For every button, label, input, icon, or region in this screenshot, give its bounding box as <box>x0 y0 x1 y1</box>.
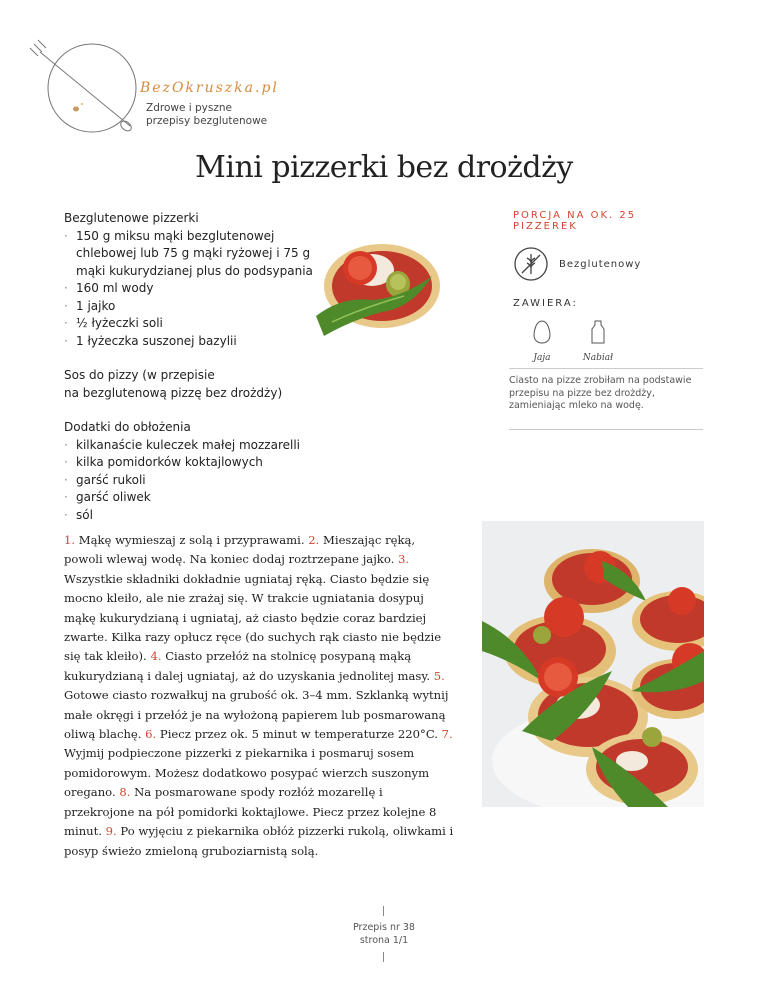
list-item: · 150 g miksu mąki bezglutenowej chlebowej lub 75 g mąki ryżowej i 75 g mąki kukurydzianej plus do podsypania <box>64 228 321 281</box>
step-number: 1. <box>64 533 76 547</box>
milk-bottle-icon <box>588 319 608 345</box>
brand-name: BezOkruszka.pl <box>140 80 279 96</box>
allergen-dairy: Nabiał <box>581 319 615 363</box>
note-text: Ciasto na pizze zrobiłam na podstawie przepisu na pizze bez drożdży, zamieniając mleko na wodę. <box>509 375 692 411</box>
step-text: Wszystkie składniki dokładnie ugniataj ręką. Ciasto będzie się mocno kleiło, ale nie zrażaj się. W trakcie ugniatania dosypuj mąkę kukurydzianą i ugniataj, aż ciasto będzie coraz bardziej zwarte. Kilka razy opłucz ręce (do suchych rąk ciasto nie będzie się tak kleiło). <box>64 571 442 664</box>
gluten-free-label: Bezglutenowy <box>559 258 642 270</box>
step-number: 9. <box>105 824 117 839</box>
allergen-eggs: Jaja <box>525 319 559 363</box>
contains-label: ZAWIERA: <box>513 298 578 309</box>
step-text: Ciasto przełóż na stolnicę posypaną mąką kukurydzianą i dalej ugniataj, aż do uzyskania jednolitej masy. <box>64 649 431 683</box>
footer <box>0 921 768 947</box>
step-text: Po wyjęciu z piekarnika obłóż pizzerki rukolą, oliwkami i posyp świeżo zmieloną gruboziarnistą solą. <box>64 824 454 858</box>
instructions <box>64 531 454 861</box>
list-item: · 1 łyżeczka suszonej bazylii <box>64 333 354 351</box>
egg-icon <box>532 319 552 345</box>
list-item: · 1 jajko <box>64 298 354 316</box>
portion-info: PORCJA NA OK. 25 PIZZEREK <box>513 210 637 232</box>
base-heading: Bezglutenowe pizzerki <box>64 211 199 225</box>
footer-divider-top <box>383 906 384 916</box>
list-item: · kilkanaście kuleczek małej mozzarelli <box>64 437 354 455</box>
step-text: Na posmarowane spody rozłóż mozarellę i przekrojone na pół pomidorki koktajlowe. Piecz przez kolejne 8 minut. <box>64 785 437 839</box>
tagline: Zdrowe i pyszne przepisy bezglutenowe <box>146 102 268 127</box>
note-box <box>509 368 703 430</box>
toppings-list <box>64 437 354 525</box>
step-text: Wyjmij podpieczone pizzerki z piekarnika i posmaruj sosem pomidorowym. Możesz dodatkowo posypać wierzch suszonym oregano. <box>64 746 430 800</box>
toppings-heading: Dodatki do obłożenia <box>64 420 191 434</box>
footer-divider-bottom <box>383 952 384 962</box>
sauce-heading: Sos do pizzy (w przepisie na bezglutenową pizzę bez drożdży) <box>64 368 283 400</box>
recipe-number: Przepis nr 38 <box>353 922 415 933</box>
list-item: · kilka pomidorków koktajlowych <box>64 454 354 472</box>
crumb-icon <box>73 107 79 112</box>
list-item: · garść rukoli <box>64 472 354 490</box>
step-number: 5. <box>433 668 445 683</box>
step-number: 7. <box>441 727 453 742</box>
logo <box>22 38 152 138</box>
pizza-image <box>312 236 442 348</box>
list-item: · ½ łyżeczki soli <box>64 315 354 333</box>
wheat-crossed-icon <box>513 246 549 282</box>
allergen-list <box>525 319 703 363</box>
page-number: strona 1/1 <box>359 935 409 946</box>
list-item: · garść oliwek <box>64 489 354 507</box>
step-number: 3. <box>397 552 410 567</box>
step-text: Piecz przez ok. 5 minut w temperaturze 220°C. <box>159 727 438 742</box>
ingredients <box>64 210 354 524</box>
list-item: · 160 ml wody <box>64 280 354 298</box>
step-number: 8. <box>119 785 131 800</box>
step-text: Gotowe ciasto rozwałkuj na grubość ok. 3–4 mm. Szklanką wytnij małe okręgi i przełóż je na wyłożoną papierem lub posmarowaną oliwą blachę. <box>64 688 449 742</box>
page-title: Mini pizzerki bez drożdży <box>195 150 573 185</box>
step-number: 6. <box>145 727 157 742</box>
step-number: 2. <box>308 533 320 547</box>
step-text: Mieszając ręką, powoli wlewaj wodę. Na koniec dodaj roztrzepane jajko. <box>64 533 416 567</box>
step-text: Mąkę wymieszaj z solą i przyprawami. <box>78 533 305 547</box>
pizza-photo <box>482 521 704 807</box>
side-panel <box>513 210 703 363</box>
list-item: · sól <box>64 507 354 525</box>
step-number: 4. <box>150 649 162 664</box>
fork-icon <box>30 40 130 126</box>
base-list <box>64 228 354 351</box>
